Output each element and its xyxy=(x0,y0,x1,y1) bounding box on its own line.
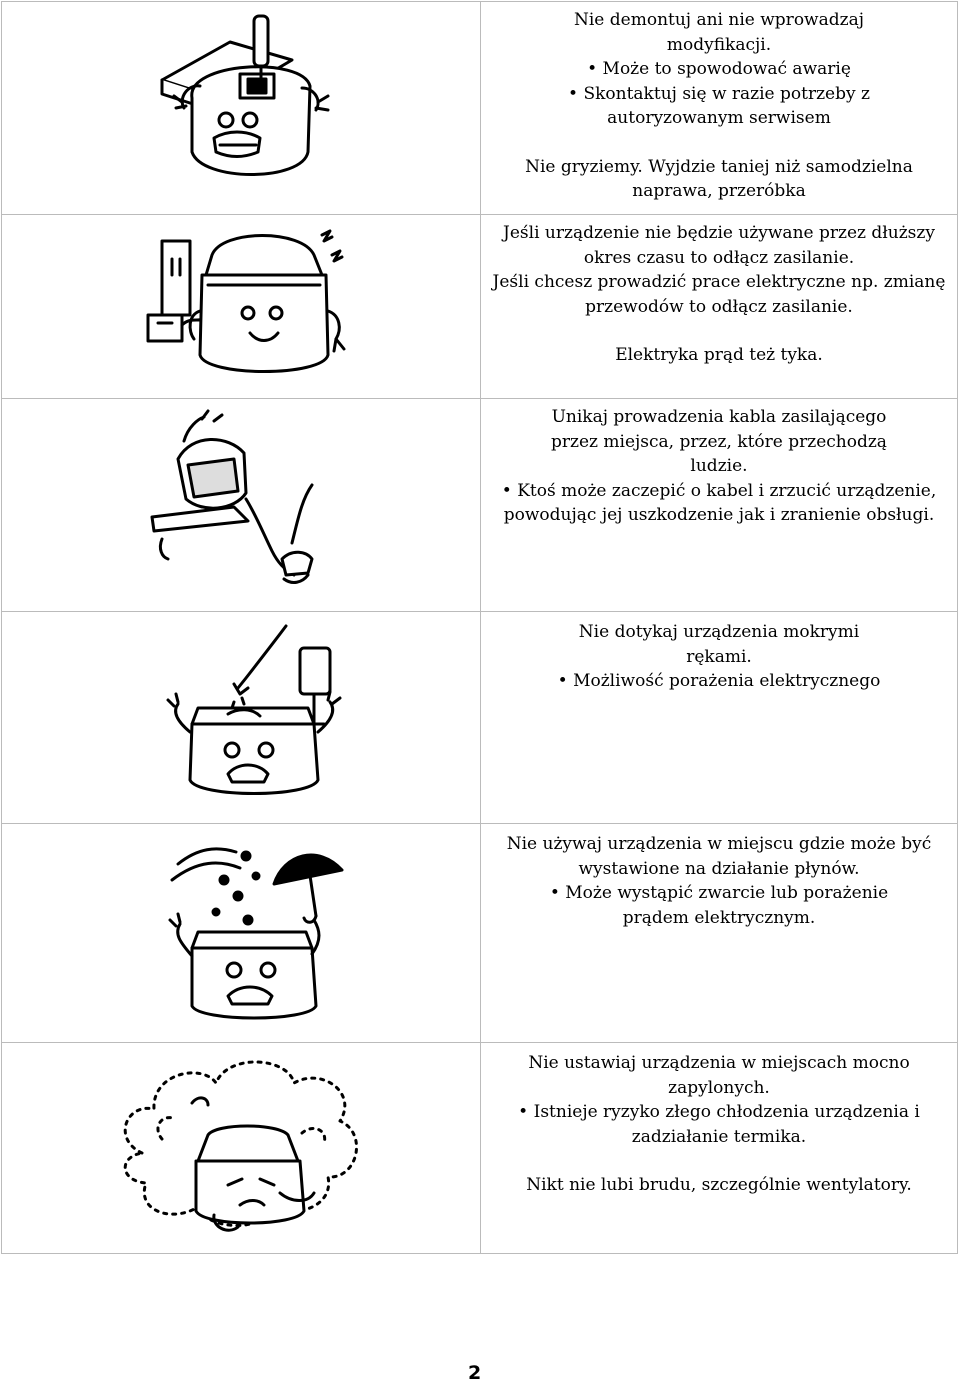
instruction-line: powodując jej uszkodzenie jak i zranienie obsługi. xyxy=(503,505,935,525)
instruction-line: Elektryka prąd też tyka. xyxy=(615,345,823,365)
instruction-line: • Skontaktuj się w razie potrzeby z xyxy=(568,83,870,104)
disassembly-screwdriver-icon xyxy=(2,2,480,214)
illustration-cell xyxy=(2,824,481,1043)
page-number: 2 xyxy=(468,1362,482,1384)
instruction-line: przez miejsca, przez, które przechodzą xyxy=(551,431,887,452)
instruction-line: Nie gryziemy. Wyjdzie taniej niż samodzielna xyxy=(525,156,913,177)
instruction-line: modyfikacji. xyxy=(666,34,772,55)
safety-row-wet-hands xyxy=(2,612,958,824)
instruction-line: zadziałanie termika. xyxy=(631,1126,807,1147)
safety-row-dust xyxy=(2,1043,958,1254)
illustration-cell xyxy=(2,215,481,399)
instruction-line: okres czasu to odłącz zasilanie. xyxy=(583,247,855,268)
instruction-line: Nie demontuj ani nie wprowadzaj xyxy=(574,10,864,30)
instruction-text-cell xyxy=(481,612,958,824)
instruction-line: • Istnieje ryzyko złego chłodzenia urządzenia i xyxy=(518,1102,920,1122)
instruction-line: Unikaj prowadzenia kabla zasilającego xyxy=(551,407,887,427)
instruction-line: przewodów to odłącz zasilanie. xyxy=(585,296,853,317)
safety-instructions-table xyxy=(1,1,958,1254)
splashing-liquid-umbrella-icon xyxy=(2,824,480,1042)
instruction-line: • Może to spowodować awarię xyxy=(587,59,851,79)
instruction-line: Nie używaj urządzenia w miejscu gdzie może być xyxy=(506,834,932,854)
instruction-line: rękami. xyxy=(686,646,752,667)
instruction-line: Nie ustawiaj urządzenia w miejscach mocno xyxy=(528,1053,910,1073)
instruction-text-cell xyxy=(481,399,958,612)
instruction-text-cell xyxy=(481,215,958,399)
safety-row-liquids xyxy=(2,824,958,1043)
trip-over-cable-icon xyxy=(2,399,480,611)
instruction-line: prądem elektrycznym. xyxy=(622,907,816,928)
instruction-line: • Może wystąpić zwarcie lub porażenie xyxy=(549,883,889,903)
instruction-line: wystawione na działanie płynów. xyxy=(578,858,860,879)
dust-cloud-icon xyxy=(2,1043,480,1253)
spacer xyxy=(481,131,957,155)
instruction-line: Jeśli chcesz prowadzić prace elektryczne np. zmianę xyxy=(492,272,946,292)
illustration-cell xyxy=(2,1043,481,1254)
instruction-line: • Możliwość porażenia elektrycznego xyxy=(557,671,881,691)
safety-row-power xyxy=(2,215,958,399)
instruction-line: • Ktoś może zaczepić o kabel i zrzucić urządzenie, xyxy=(501,480,937,501)
wet-hands-icon xyxy=(2,612,480,823)
instruction-line: Nie dotykaj urządzenia mokrymi xyxy=(578,622,860,642)
unplug-power-icon xyxy=(2,215,480,398)
spacer xyxy=(481,1149,957,1173)
instruction-line: autoryzowanym serwisem xyxy=(607,108,831,128)
illustration-cell xyxy=(2,399,481,612)
instruction-line: ludzie. xyxy=(690,456,748,476)
instruction-line: Jeśli urządzenie nie będzie używane przez dłuższy xyxy=(503,223,935,243)
instruction-text-cell xyxy=(481,2,958,215)
instruction-line: naprawa, przeróbka xyxy=(632,181,806,201)
instruction-text-cell xyxy=(481,824,958,1043)
illustration-cell xyxy=(2,612,481,824)
safety-row-cable xyxy=(2,399,958,612)
safety-row-disassembly xyxy=(2,2,958,215)
instruction-text-cell xyxy=(481,1043,958,1254)
instruction-line: Nikt nie lubi brudu, szczególnie wentylatory. xyxy=(526,1175,912,1195)
spacer xyxy=(481,319,957,343)
illustration-cell xyxy=(2,2,481,215)
instruction-line: zapylonych. xyxy=(668,1077,770,1098)
